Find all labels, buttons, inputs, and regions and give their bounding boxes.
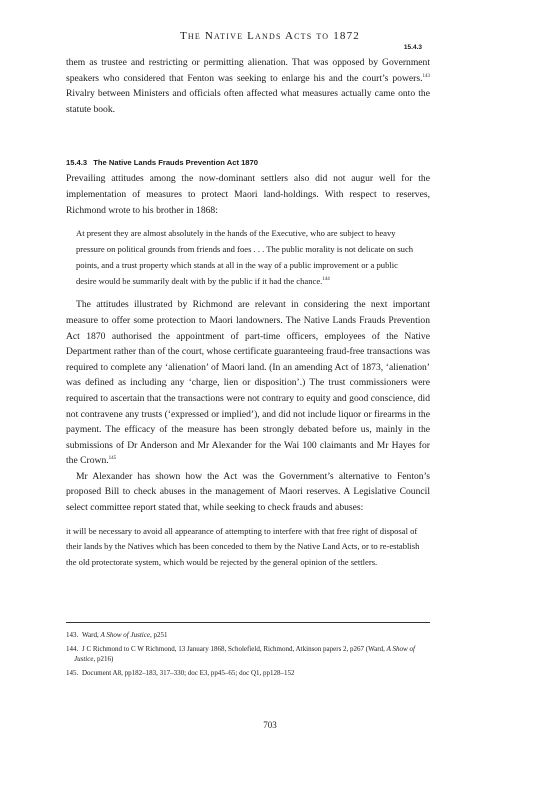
- paragraph-4: Mr Alexander has shown how the Act was the Government’s alternative to Fenton’s proposed Bill to check abuses in the management of Maori reserves. A Legislative Council select committee report stated that, while seeking to check frauds and abuses:: [66, 470, 430, 514]
- footnote-ref-144[interactable]: 144: [322, 276, 330, 282]
- paragraph-3: The attitudes illustrated by Richmond are relevant in considering the next important measure to offer some protection to Maori landowners. The Native Lands Frauds Prevention Act 1870 authorised the appointment of part-time officers, employees of the Native Department rather than of the court, whose certificate guaranteeing fraud-free transactions was required to complete any ‘alienation’ of Maori land. (In an amending Act of 1873, ‘alienation’ was defined as including any ‘charge, lien or disposition’.) The trust commissioners were required to ascertain that the transactions were not contrary to equity and good conscience, did not contravene any trusts (‘expressed or implied’), and did not include liquor or firearms in the payment. The efficacy of the measure has been strongly debated before us, mainly in the submissions of Dr Anderson and Mr Alexander for the Wai 100 claimants and Mr Hayes for the Crown.$^{145}$: [66, 299, 430, 467]
- footnotes: [66, 630, 430, 682]
- section-heading-title: The Native Lands Frauds Prevention Act 1870: [93, 158, 258, 168]
- footnote-145: 145. Document A8, pp182–183, 317–330; doc E3, pp45–65; doc Q1, pp128–152: [66, 669, 295, 677]
- block-quote-1: At present they are almost absolutely in the hands of the Executive, who are subject to heavy pressure on political grounds from friends and foes . . . The public morality is not delicate on such points, and a trust property which stands at all in the way of a public improvement or a public desire would be summarily dealt with by the public if it had the chance.$^{144}$: [76, 228, 414, 286]
- footnote-143: 143. Ward, A Show of Justice, p251: [66, 631, 168, 639]
- paragraph-2: Prevailing attitudes among the now-dominant settlers also did not augur well for the implementation of measures to protect Maori land-holdings. With respect to reserves, Richmond wrote to his brother in 1868:: [66, 173, 430, 216]
- footnote-divider: [66, 622, 430, 623]
- page-number: 703: [263, 720, 277, 730]
- main-text: [66, 55, 430, 571]
- block-quote-2: it will be necessary to avoid all appearance of attempting to interfere with that free right of disposal of their lands by the Natives which has been conceded to them by the Native Land Acts, or to re-establish the old protectorate system, which would be rejected by the general opinion of the settlers.: [66, 525, 420, 568]
- footnote-144: 144. J C Richmond to C W Richmond, 13 January 1868, Scholefield, Richmond, Atkinson papers 2, p267 (Ward, A Show of Justice, p216): [66, 645, 415, 663]
- paragraph-1: them as trustee and restricting or permitting alienation. That was opposed by Government speakers who considered that Fenton was seeking to enlarge his and the court’s powers.$^{143}$ Rivalry between Ministers and officials often affected what measures actually came onto the statute book.: [66, 57, 430, 115]
- footnote-ref-143[interactable]: 143: [422, 73, 430, 79]
- section-heading: [66, 157, 430, 168]
- running-head: The Native Lands Acts to 1872: [179, 30, 360, 42]
- footnote-ref-145[interactable]: 145: [108, 456, 117, 462]
- section-reference: 15.4.3: [403, 44, 422, 51]
- section-heading-number: 15.4.3: [66, 158, 88, 168]
